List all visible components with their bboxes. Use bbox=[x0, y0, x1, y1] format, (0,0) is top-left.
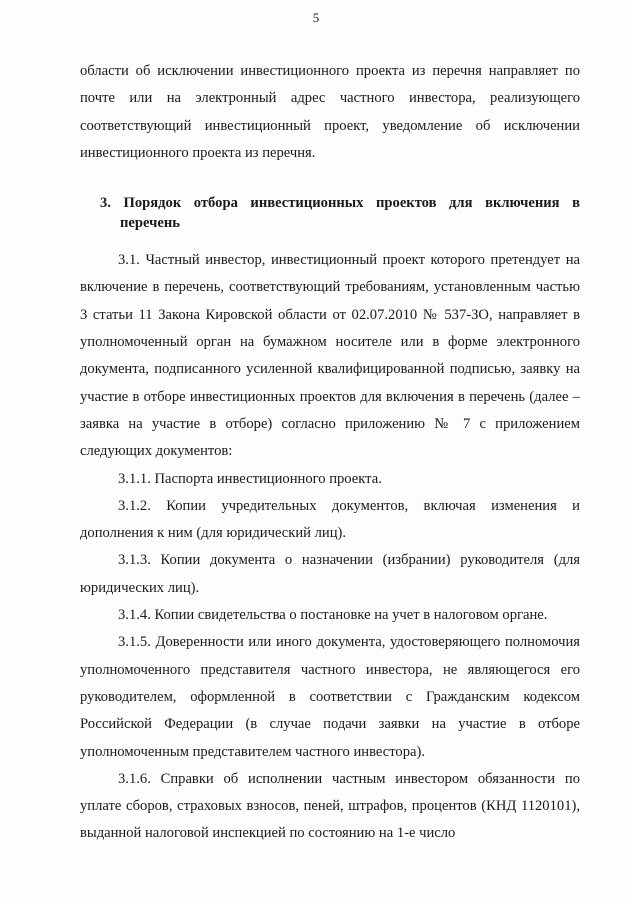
paragraph-3-1-5: 3.1.5. Доверенности или иного документа, удостоверяющего полномочия уполномоченного представителя частного инвестора, не являющегося его руководителем, оформленной в соответствии с Гражданским кодексом Российской Федерации (в случае подачи заявки на участие в отборе уполномоченным представителем частного инвестора). bbox=[80, 634, 580, 760]
section-heading: 3. Порядок отбора инвестиционных проектов для включения в перечень bbox=[100, 195, 580, 232]
paragraph-3-1-6: 3.1.6. Справки об исполнении частным инвестором обязанности по уплате сборов, страховых взносов, пеней, штрафов, процентов (КНД 1120101), выданной налоговой инспекцией по состоянию на 1-е число bbox=[80, 770, 580, 842]
page-number: 5 bbox=[312, 10, 320, 25]
paragraph-3-1-2: 3.1.2. Копии учредительных документов, включая изменения и дополнения к ним (для юридический лиц). bbox=[80, 497, 580, 542]
paragraph-3-1-4: 3.1.4. Копии свидетельства о постановке на учет в налоговом органе. bbox=[118, 607, 548, 624]
paragraph-3-1-1: 3.1.1. Паспорта инвестиционного проекта. bbox=[118, 470, 382, 487]
paragraph-continuation: области об исключении инвестиционного проекта из перечня направляет по почте или на электронный адрес частного инвестора, реализующего соответствующий инвестиционный проект, уведомление об исключении инвестиционного проекта из перечня. bbox=[80, 63, 580, 161]
paragraph-3-1-3: 3.1.3. Копии документа о назначении (избрании) руководителя (для юридических лиц). bbox=[80, 552, 580, 596]
document-body bbox=[80, 58, 580, 848]
paragraph-3-1: 3.1. Частный инвестор, инвестиционный проект которого претендует на включение в перечень, соответствующий требованиям, установленным частью 3 статьи 11 Закона Кировской области от 02.07.2010 № 537-ЗО, направляет в уполномоченный орган на бумажном носителе или в форме электронного документа, подписанного усиленной квалифицированной подписью, заявку на участие в отборе инвестиционных проектов для включения в перечень (далее – заявка на участие в отборе) согласно приложению № 7 с приложением следующих документов: bbox=[80, 252, 580, 460]
